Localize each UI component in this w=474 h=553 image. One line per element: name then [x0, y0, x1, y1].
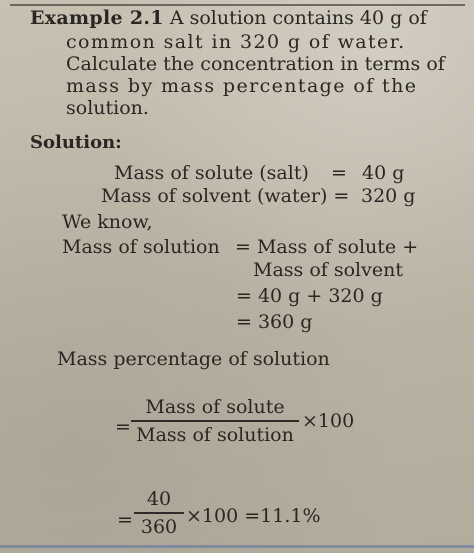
mass-of-solution-rhs-4: = 360 g [236, 311, 313, 333]
example-line-1 [30, 7, 427, 29]
solution-heading: Solution: [30, 132, 122, 153]
bottom-edge [0, 545, 474, 548]
we-know-text: We know, [62, 211, 153, 233]
equation-1-equals: = [115, 416, 131, 438]
solute-equals: = [331, 162, 347, 184]
fraction-numerator: Mass of solute [145, 396, 285, 418]
example-label: Example 2.1 [30, 7, 164, 29]
solute-label: Mass of solute (salt) [114, 162, 309, 184]
fraction-values-numerator: 40 [146, 488, 172, 510]
equation-2-equals: = [117, 509, 133, 531]
mass-of-solution-lhs: Mass of solution [62, 236, 220, 258]
example-line-5: solution. [66, 97, 149, 119]
mass-percentage-heading: Mass percentage of solution [57, 348, 330, 370]
mass-of-solution-rhs-2: Mass of solvent [253, 259, 403, 281]
fraction-values-denominator: 360 [140, 516, 178, 538]
fraction-denominator: Mass of solution [136, 424, 294, 446]
fraction-mass-ratio [131, 396, 299, 446]
times-100-first: ×100 [302, 410, 355, 432]
example-line-2: common salt in 320 g of water. [66, 31, 406, 53]
example-line-3: Calculate the concentration in terms of [66, 53, 445, 75]
mass-of-solution-rhs-1: = Mass of solute + [235, 236, 419, 258]
solute-value: 40 g [362, 162, 405, 184]
solvent-value: 320 g [361, 185, 416, 207]
example-text-1: A solution contains 40 g of [169, 7, 427, 29]
final-result: ×100 =11.1% [186, 505, 321, 527]
fraction-values [134, 488, 184, 538]
solvent-label: Mass of solvent (water) = [101, 185, 350, 207]
top-divider [10, 4, 465, 6]
example-line-4: mass by mass percentage of the [66, 75, 418, 97]
mass-of-solution-rhs-3: = 40 g + 320 g [236, 285, 383, 307]
